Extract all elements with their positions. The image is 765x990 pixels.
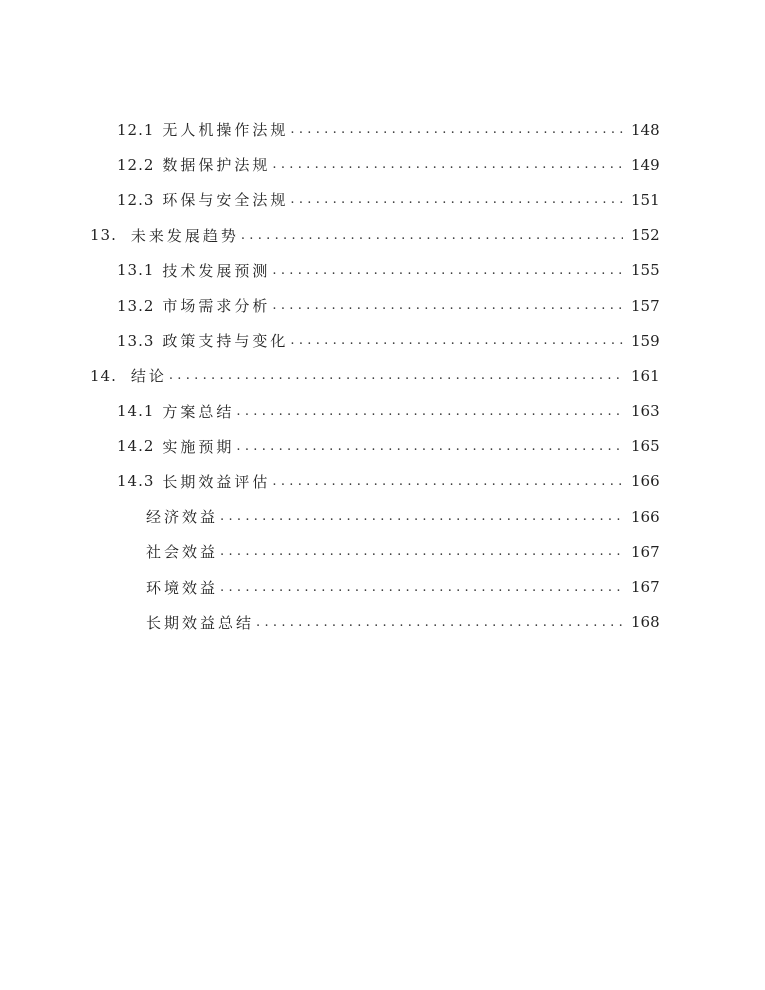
toc-entry-title: 政策支持与变化: [162, 332, 289, 351]
toc-dot-leader: [220, 509, 623, 524]
toc-entry-subsection[interactable]: [0, 499, 765, 534]
toc-entry-page: 166: [631, 507, 660, 526]
toc-entry[interactable]: [0, 288, 765, 323]
toc-dot-leader: [241, 228, 623, 243]
toc-dot-leader: [220, 580, 623, 595]
toc-dot-leader: [290, 192, 623, 207]
table-of-contents: [0, 112, 765, 640]
toc-entry[interactable]: [0, 253, 765, 288]
toc-entry-chapter[interactable]: [0, 218, 765, 253]
toc-entry-page: 151: [631, 190, 660, 209]
toc-entry-subsection[interactable]: [0, 569, 765, 604]
toc-entry-title: 环境效益: [146, 578, 219, 597]
toc-entry-page: 167: [631, 578, 660, 597]
toc-entry-page: 168: [631, 613, 660, 632]
toc-dot-leader: [290, 333, 623, 348]
toc-entry-page: 149: [631, 155, 660, 174]
toc-entry-page: 155: [631, 261, 660, 280]
toc-entry-title: 实施预期: [162, 437, 235, 456]
toc-entry-page: 163: [631, 402, 660, 421]
toc-dot-leader: [272, 298, 623, 313]
toc-entry-page: 152: [631, 226, 660, 245]
toc-entry-number: 12.3: [117, 190, 155, 209]
toc-entry[interactable]: [0, 112, 765, 147]
toc-entry-number: 13.: [90, 226, 117, 245]
toc-dot-leader: [236, 404, 623, 419]
toc-entry[interactable]: [0, 147, 765, 182]
toc-entry-number: 14.2: [117, 437, 155, 456]
toc-entry-subsection[interactable]: [0, 534, 765, 569]
toc-dot-leader: [169, 368, 623, 383]
toc-entry-title: 技术发展预测: [162, 261, 271, 280]
toc-dot-leader: [272, 157, 623, 172]
toc-dot-leader: [236, 439, 623, 454]
toc-entry-page: 161: [631, 366, 660, 385]
toc-entry-page: 148: [631, 120, 660, 139]
toc-entry-title: 长期效益评估: [162, 472, 271, 491]
toc-entry[interactable]: [0, 394, 765, 429]
toc-dot-leader: [272, 474, 623, 489]
toc-entry-title: 市场需求分析: [162, 297, 271, 316]
toc-entry-page: 159: [631, 331, 660, 350]
toc-dot-leader: [256, 615, 623, 630]
toc-entry-page: 166: [631, 472, 660, 491]
toc-entry-title: 无人机操作法规: [162, 121, 289, 140]
toc-entry-number: 14.1: [117, 402, 155, 421]
toc-entry-title: 未来发展趋势: [130, 226, 239, 245]
toc-entry-number: 13.1: [117, 261, 155, 280]
toc-entry-title: 数据保护法规: [162, 156, 271, 175]
toc-entry-number: 14.: [90, 366, 117, 385]
toc-entry[interactable]: [0, 464, 765, 499]
toc-entry-number: 13.3: [117, 331, 155, 350]
toc-entry-number: 13.2: [117, 296, 155, 315]
toc-entry[interactable]: [0, 182, 765, 217]
toc-entry-subsection[interactable]: [0, 605, 765, 640]
toc-dot-leader: [272, 263, 623, 278]
toc-entry-number: 14.3: [117, 472, 155, 491]
toc-entry-number: 12.2: [117, 155, 155, 174]
toc-entry-title: 方案总结: [162, 402, 235, 421]
toc-entry-chapter[interactable]: [0, 358, 765, 393]
toc-entry-title: 环保与安全法规: [162, 191, 289, 210]
toc-entry-title: 结论: [130, 367, 167, 386]
toc-entry-page: 167: [631, 542, 660, 561]
toc-entry-number: 12.1: [117, 120, 155, 139]
toc-entry-page: 157: [631, 296, 660, 315]
toc-entry[interactable]: [0, 323, 765, 358]
toc-entry-page: 165: [631, 437, 660, 456]
toc-entry-title: 长期效益总结: [146, 613, 255, 632]
toc-entry[interactable]: [0, 429, 765, 464]
toc-entry-title: 经济效益: [146, 508, 219, 527]
toc-entry-title: 社会效益: [146, 543, 219, 562]
toc-dot-leader: [290, 122, 623, 137]
toc-dot-leader: [220, 544, 623, 559]
